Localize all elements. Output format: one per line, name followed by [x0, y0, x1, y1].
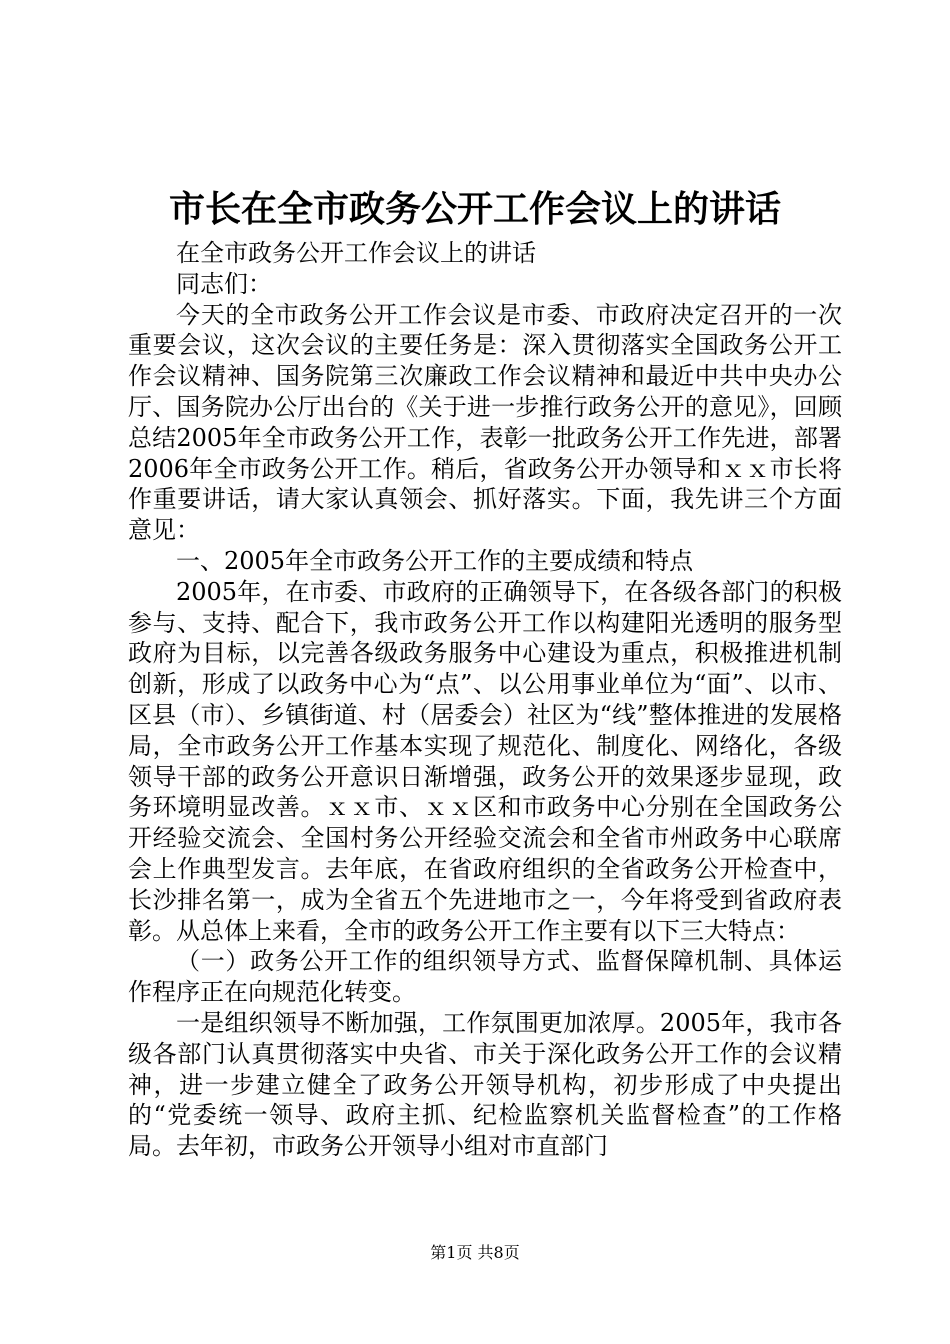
document-body: [128, 238, 842, 1162]
body-paragraph: 2005年，在市委、市政府的正确领导下，在各级各部门的积极参与、支持、配合下，我市政务公开工作以构建阳光透明的服务型政府为目标，以完善各级政务服务中心建设为重点，积极推进机制创新，形成了以政务中心为“点”、以公用事业单位为“面”、以市、区县（市）、乡镇街道、村（居委会）社区为“线”整体推进的发展格局，全市政务公开工作基本实现了规范化、制度化、网络化，各级领导干部的政务公开意识日渐增强，政务公开的效果逐步显现，政务环境明显改善。ｘｘ市、ｘｘ区和市政务中心分别在全国政务公开经验交流会、全国村务公开经验交流会和全省市州政务中心联席会上作典型发言。去年底，在省政府组织的全省政务公开检查中，长沙排名第一，成为全省五个先进地市之一，今年将受到省政府表彰。从总体上来看，全市的政务公开工作主要有以下三大特点：: [128, 577, 842, 945]
section-heading: 一、2005年全市政务公开工作的主要成绩和特点: [176, 546, 694, 575]
document-title: 市长在全市政务公开工作会议上的讲话: [168, 188, 781, 230]
body-paragraph: 一是组织领导不断加强，工作氛围更加浓厚。2005年，我市各级各部门认真贯彻落实中央省、市关于深化政务公开工作的会议精神，进一步建立健全了政务公开领导机构，初步形成了中央提出的“党委统一领导、政府主抓、纪检监察机关监督检查”的工作格局。去年初，市政务公开领导小组对市直部门: [128, 1008, 842, 1161]
subsection-heading: （一）政务公开工作的组织领导方式、监督保障机制、具体运作程序正在向规范化转变。: [128, 947, 842, 1007]
salutation-paragraph: 同志们：: [176, 269, 272, 298]
subtitle-paragraph: 在全市政务公开工作会议上的讲话: [176, 239, 536, 267]
page-footer: 第1页 共8页: [430, 1243, 520, 1262]
body-paragraph: 今天的全市政务公开工作会议是市委、市政府决定召开的一次重要会议，这次会议的主要任务是：深入贯彻落实全国政务公开工作会议精神、国务院第三次廉政工作会议精神和最近中共中央办公厅、国务院办公厅出台的《关于进一步推行政务公开的意见》，回顾总结2005年全市政务公开工作，表彰一批政务公开工作先进，部署2006年全市政务公开工作。稍后，省政务公开办领导和ｘｘ市长将作重要讲话，请大家认真领会、抓好落实。下面，我先讲三个方面意见：: [128, 300, 842, 545]
